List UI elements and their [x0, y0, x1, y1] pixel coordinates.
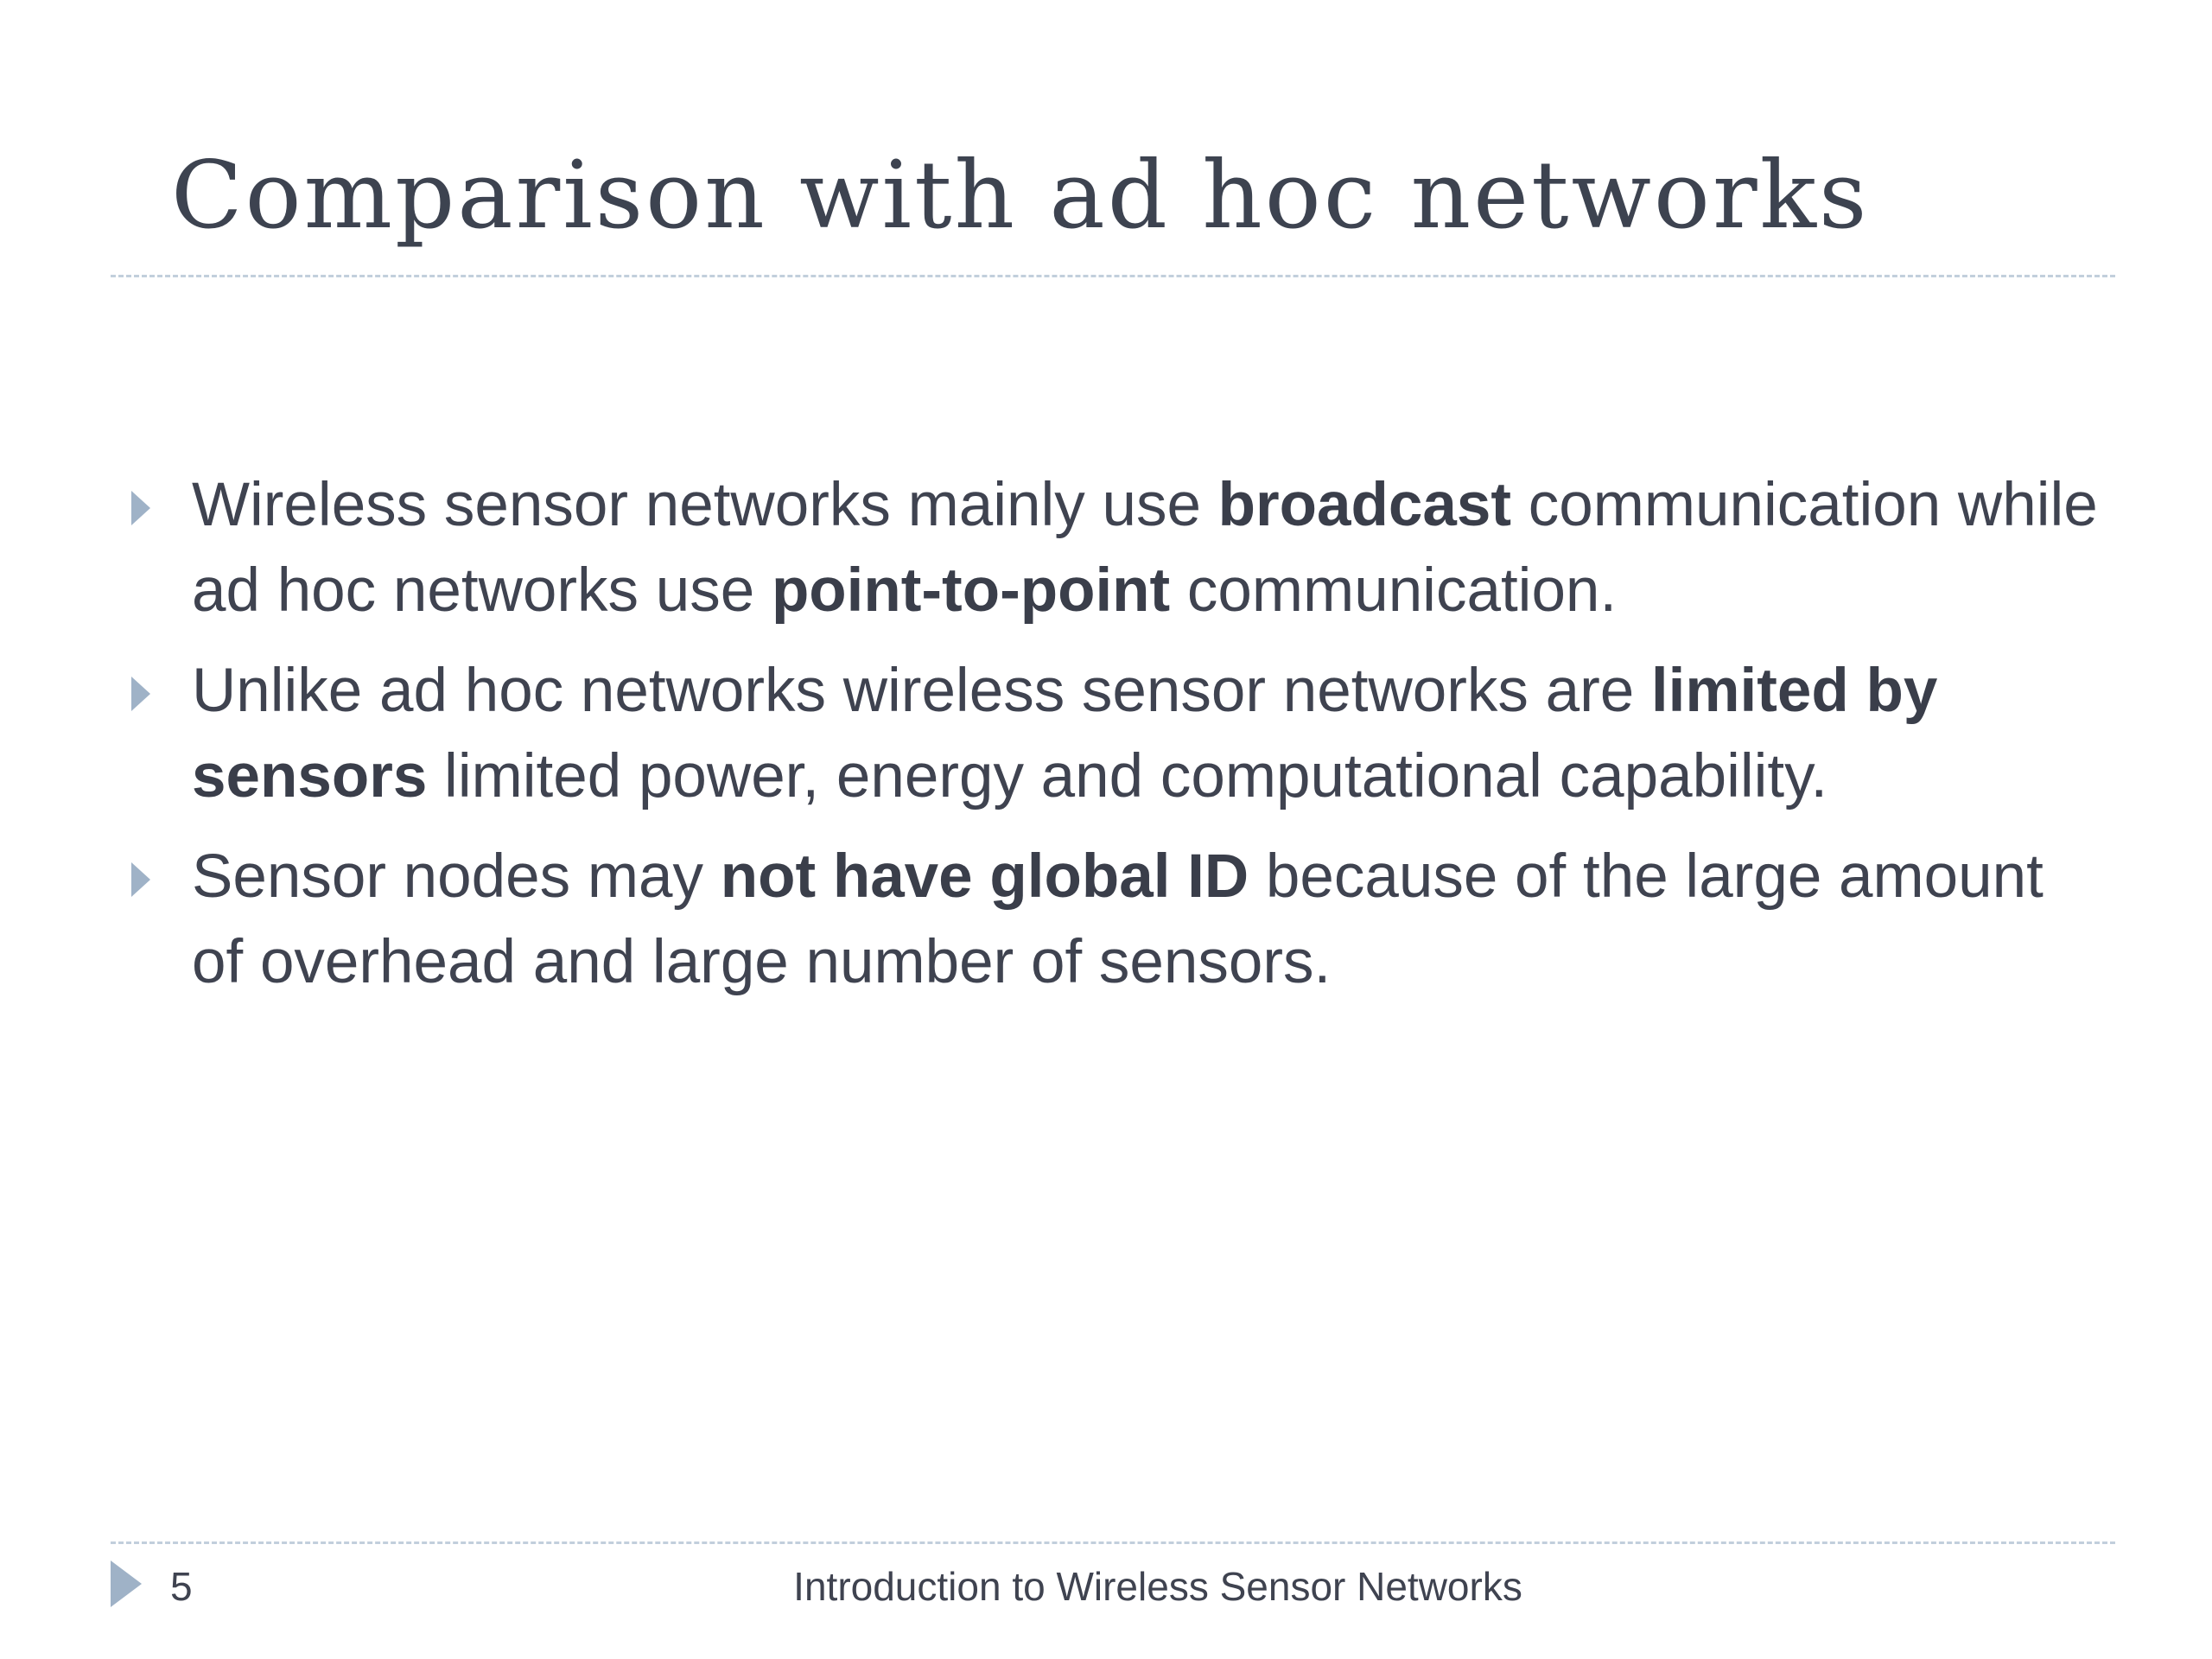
bullet-item	[121, 834, 2108, 1005]
triangle-bullet-icon	[131, 677, 150, 711]
bullet-text	[192, 657, 1937, 810]
footer-divider	[111, 1541, 2115, 1544]
bullet-text-emphasis: broadcast	[1217, 471, 1511, 539]
bullet-text-segment: because of the large amount of overhead and large number of sensors.	[192, 842, 2044, 996]
bullet-item	[121, 462, 2108, 633]
triangle-footer-icon	[111, 1560, 142, 1607]
bullet-text-emphasis: not have global ID	[720, 842, 1249, 911]
triangle-bullet-icon	[131, 491, 150, 525]
page-number: 5	[170, 1564, 193, 1609]
bullet-text-segment: Sensor nodes may	[192, 842, 721, 911]
bullet-text	[192, 471, 2098, 625]
bullet-text-emphasis: limited by sensors	[192, 657, 1938, 810]
bullet-text-emphasis: point-to-point	[771, 556, 1171, 625]
title-divider	[111, 275, 2115, 277]
bullet-text-segment: communication.	[1170, 556, 1618, 625]
slide-title: Comparison with ad hoc networks	[171, 142, 1870, 250]
bullet-text	[192, 842, 2044, 996]
bullet-text-segment: communication while ad hoc networks use	[192, 471, 2098, 625]
bullet-text-segment: Wireless sensor networks mainly use	[192, 471, 1218, 539]
bullet-item	[121, 648, 2108, 819]
bullet-text-segment: limited power, energy and computational capability.	[427, 742, 1828, 810]
bullet-text-segment: Unlike ad hoc networks wireless sensor networks are	[192, 657, 1651, 725]
footer-title: Introduction to Wireless Sensor Networks	[793, 1564, 1522, 1609]
triangle-bullet-icon	[131, 862, 150, 897]
bullet-list	[121, 462, 2108, 1020]
